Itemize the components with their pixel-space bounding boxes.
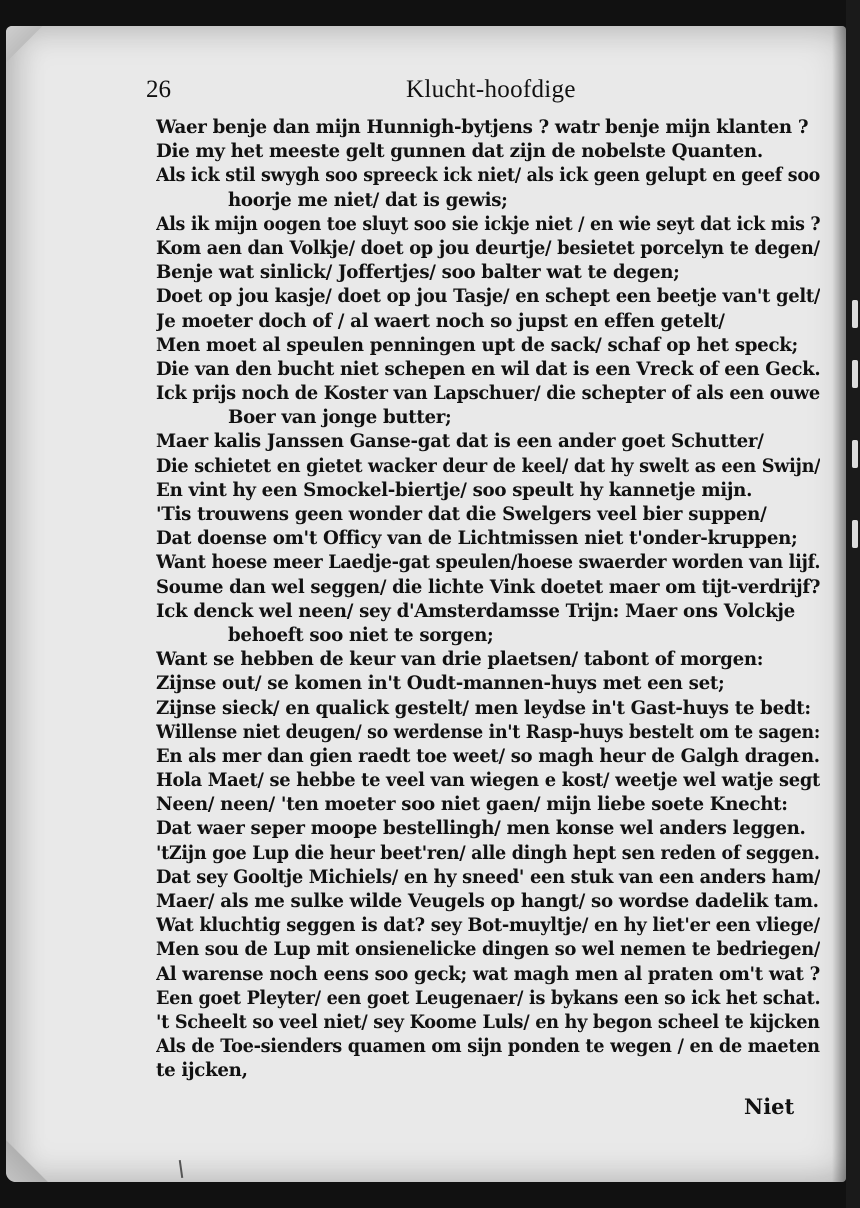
text-line: Willense niet deugen/ so werdense in't Rasp-huys bestelt om te sagen: [156, 721, 820, 743]
page-edge-mark [852, 360, 858, 388]
text-line: Zijnse out/ se komen in't Oudt-mannen-huys met een set; [156, 673, 725, 695]
text-line: Maer/ als me sulke wilde Veugels op hangt/ so wordse dadelik tam. [156, 891, 819, 912]
text-line: Ick denck wel neen/ sey d'Amsterdamsse Trijn: Maer ons Volckje [156, 600, 795, 622]
text-line: En vint hy een Smockel-biertje/ soo speult hy kannetje mijn. [156, 479, 753, 501]
page-edge-mark [852, 520, 858, 548]
text-line: Neen/ neen/ 'ten moeter soo niet gaen/ mijn liebe soete Knecht: [156, 794, 788, 816]
text-line: Maer kalis Janssen Ganse-gat dat is een ander goet Schutter/ [156, 431, 764, 453]
text-line: Hola Maet/ se hebbe te veel van wiegen e kost/ weetje wel watje segt [156, 770, 820, 792]
text-line: Als ick stil swygh soo spreeck ick niet/ als ick geen gelupt en geef soo [156, 165, 820, 187]
text-line: Al warense noch eens soo geck; wat magh men al praten om't wat ? [156, 963, 820, 985]
page-edge-mark [852, 300, 858, 328]
text-line: 't Scheelt so veel niet/ sey Koome Luls/ en hy begon scheel te kijcken [156, 1011, 820, 1033]
text-line: Want se hebben de keur van drie plaetsen/ tabont of morgen: [156, 649, 764, 671]
text-line: Dat doense om't Officy van de Lichtmissen niet t'onder-kruppen; [156, 528, 798, 550]
text-line: hoorje me niet/ dat is gewis; [228, 189, 508, 211]
text-line: Men moet al speulen penningen upt de sack/ schaf op het speck; [156, 334, 798, 356]
body-text [156, 116, 820, 1084]
page-edge-stack [846, 0, 860, 1208]
page-number: 26 [146, 76, 171, 103]
text-line: Die schietet en gietet wacker deur de keel/ dat hy swelt as een Swijn/ [156, 455, 820, 477]
text-line: Men sou de Lup mit onsienelicke dingen so wel nemen te bedriegen/ [156, 939, 820, 961]
text-line: Die van den bucht niet schepen en wil dat is een Vreck of een Geck. [156, 358, 820, 380]
text-line: Wat kluchtig seggen is dat? sey Bot-muyltje/ en hy liet'er een vliege/ [156, 915, 820, 937]
text-line: Doet op jou kasje/ doet op jou Tasje/ en schept een beetje van't gelt/ [156, 286, 820, 308]
text-line: 'Tis trouwens geen wonder dat die Swelgers veel bier suppen/ [156, 504, 767, 525]
text-line: te ijcken, [156, 1060, 248, 1082]
text-line: 'tZijn goe Lup die heur beet'ren/ alle dingh hept sen reden of seggen. [156, 842, 820, 864]
catchword: Niet [744, 1094, 795, 1119]
page-edge-mark [852, 440, 858, 468]
text-line: Want hoese meer Laedje-gat speulen/hoese swaerder worden van lijf. [156, 552, 820, 574]
text-line: En als mer dan gien raedt toe weet/ so magh heur de Galgh dragen. [156, 745, 820, 767]
text-line: Dat waer seper moope bestellingh/ men konse wel anders leggen. [156, 818, 806, 840]
text-line: Als de Toe-sienders quamen om sijn ponden te wegen / en de maeten [156, 1036, 820, 1058]
text-line: Zijnse sieck/ en qualick gestelt/ men leydse in't Gast-huys te bedt: [156, 697, 811, 719]
text-line: behoeft soo niet te sorgen; [228, 624, 494, 646]
text-line: Ick prijs noch de Koster van Lapschuer/ die schepter of als een ouwe [156, 383, 820, 405]
running-head: Klucht-hoofdige [406, 76, 576, 103]
text-line: Een goet Pleyter/ een goet Leugenaer/ is bykans een so ick het schat. [156, 987, 820, 1009]
text-line: Kom aen dan Volkje/ doet op jou deurtje/ besietet porcelyn te degen/ [156, 237, 820, 259]
text-line: Als ik mijn oogen toe sluyt soo sie ickje niet / en wie seyt dat ick mis ? [156, 213, 820, 235]
text-line: Benje wat sinlick/ Joffertjes/ soo balter wat te degen; [156, 262, 680, 284]
text-line: Soume dan wel seggen/ die lichte Vink doetet maer om tijt-verdrijf? [156, 576, 820, 598]
text-line: Je moeter doch of / al waert noch so jupst en effen getelt/ [156, 310, 725, 332]
folded-corner-top [6, 26, 46, 66]
text-line: Dat sey Gooltje Michiels/ en hy sneed' een stuk van een anders ham/ [156, 866, 820, 888]
text-line: Waer benje dan mijn Hunnigh-bytjens ? watr benje mijn klanten ? [156, 117, 809, 138]
text-line: Die my het meeste gelt gunnen dat zijn de nobelste Quanten. [156, 141, 763, 163]
text-line: Boer van jonge butter; [228, 407, 452, 429]
folded-corner-bottom [6, 1136, 52, 1182]
